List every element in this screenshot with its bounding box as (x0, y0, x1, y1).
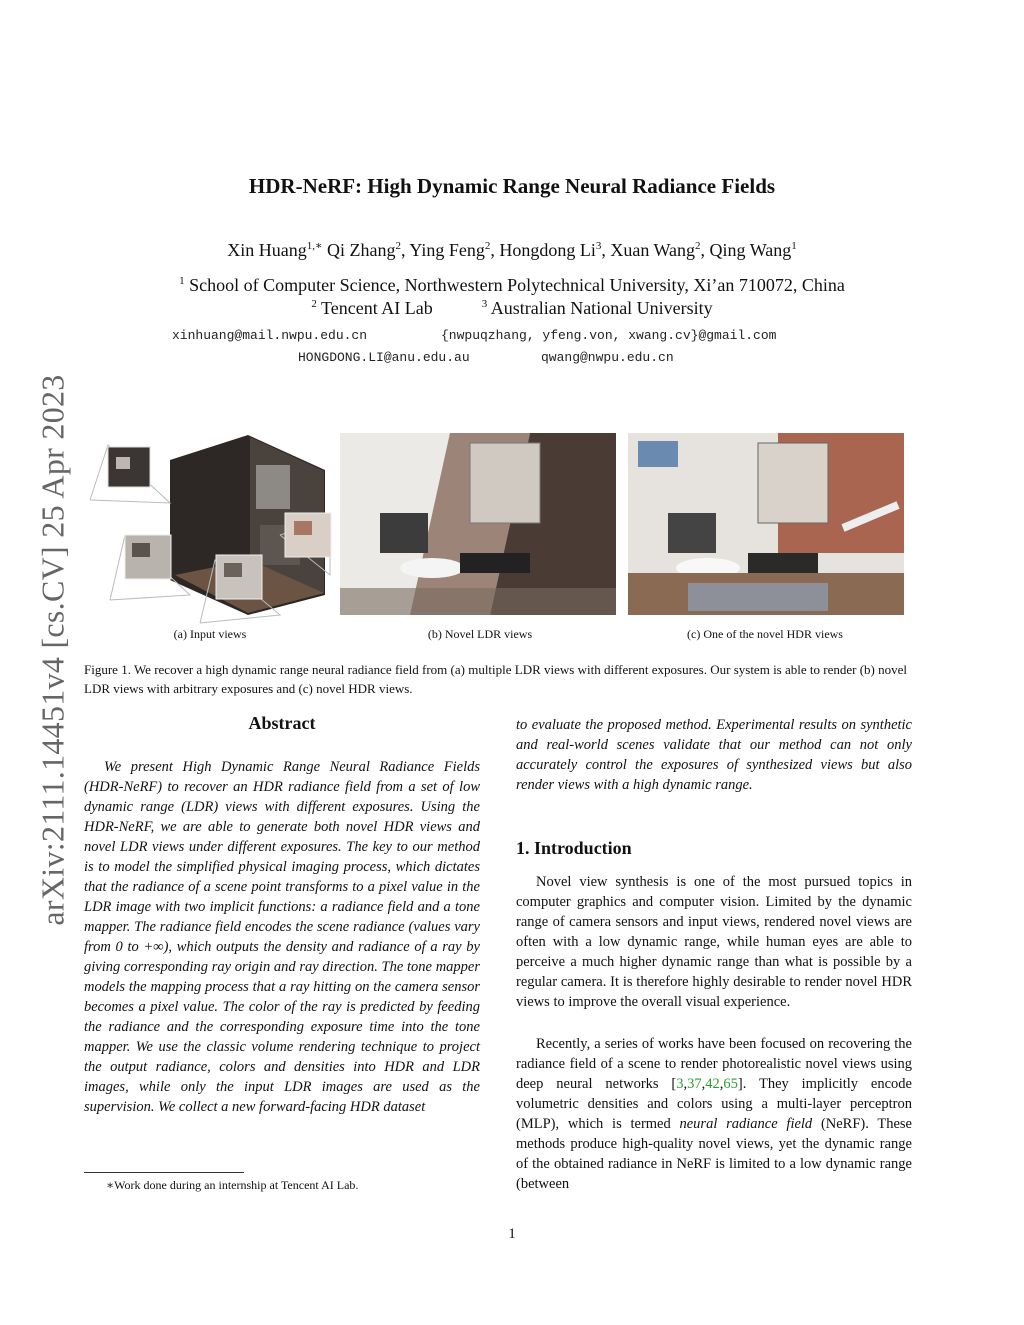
bench-shape (748, 553, 818, 573)
subfigure-caption-c: (c) One of the novel HDR views (687, 627, 843, 641)
author-affiliation-mark: 2 (695, 240, 701, 252)
affiliation-mark: 1 (179, 275, 185, 287)
affiliation-line-1 (0, 275, 1024, 296)
author-name: Xuan Wang (610, 240, 696, 260)
paragraph-text: Recently, a series of works have been focused on recovering the radiance field of a scene to render photorealistic novel views using deep neural networks [ (516, 1036, 912, 1092)
citation-link[interactable]: 42 (705, 1076, 720, 1092)
figure-caption: Figure 1. We recover a high dynamic range neural radiance field from (a) multiple LDR views with different exposures. Our system is able to render (b) novel LDR views with arbitrary exposures and (c) novel HDR views. (84, 662, 907, 696)
author-affiliation-mark: 3 (595, 240, 602, 252)
author-affiliation-mark: 1,∗ (306, 240, 323, 252)
author-affiliation-mark: 2 (484, 240, 491, 252)
chair-shape (668, 513, 716, 553)
author-name: Xin Huang (227, 240, 307, 260)
subfigure-caption-a: (a) Input views (173, 627, 247, 641)
room-window-shape (256, 465, 290, 509)
abstract-text: We present High Dynamic Range Neural Radiance Fields (HDR-NeRF) to recover an HDR radiance field from a set of low dynamic range (LDR) views with different exposures. Using the HDR-NeRF, we are able to generate both novel HDR views and novel LDR views under different exposures. The key to our method is to model the simplified physical imaging process, which dictates that the radiance of a scene point transforms to a pixel value in the LDR image with two implicit functions: a radiance field and a tone mapper. The radiance field encodes the scene radiance (values vary from 0 to +∞), which outputs the density and radiance of a ray by giving corresponding ray origin and ray direction. The tone mapper models the mapping process that a ray hitting on the camera sensor becomes a pixel value. The color of the ray is predicted by feeding the radiance and the corresponding exposure time into the tone mapper. We use the classic volume rendering technique to project the output radiance, colors and densities into HDR and LDR images, while only the input LDR images are used as the supervision. We collect a new forward-facing HDR dataset (84, 759, 480, 1115)
affiliation-text: School of Computer Science, Northwestern Polytechnical University, Xi’an 710072, China (189, 275, 845, 295)
paragraph-term: neural radiance field (679, 1116, 813, 1132)
chair-shape (380, 513, 428, 553)
rug-shape (688, 583, 828, 611)
paper-title: HDR-NeRF: High Dynamic Range Neural Radiance Fields (248, 174, 776, 198)
floor-rug-shape (340, 588, 616, 615)
wall-frame-shape (470, 443, 540, 523)
author-name: Ying Feng (409, 240, 485, 260)
arxiv-sidebar-stamp (30, 350, 76, 950)
paragraph-text: (NeRF). These methods produce high-quality novel views, yet the dynamic range of the obtained radiance in NeRF is limited to a low dynamic range (between (516, 1116, 912, 1192)
paragraph-text: ]. They implicitly encode volumetric densities and colors using a multi-layer perceptron (MLP), which is termed (516, 1076, 912, 1132)
intro-paragraph: Novel view synthesis is one of the most pursued topics in computer graphics and computer vision. Limited by the dynamic range of camera sensors and input views, rendered novel views are often with a low dynamic range, while human eyes are able to perceive a much higher dynamic range than what is possible by a regular camera. It is therefore highly desirable to render novel HDR views to improve the overall visual experience. (516, 874, 912, 1010)
input-view-thumbnail (90, 445, 170, 503)
affiliation-text: Australian National University (490, 298, 713, 318)
bench-shape (460, 553, 530, 573)
author-list: Xin Huang$^{1,∗}$ Qi Zhang$^2$, Ying Feng$^2$, Hongdong Li$^3$, Xuan Wang$^2$, Qing Wang$^1$ (227, 240, 797, 260)
citation-link[interactable]: 65 (723, 1076, 738, 1092)
email-address: HONGDONG.LI@anu.edu.au (298, 350, 470, 365)
footnote-rule (84, 1172, 244, 1173)
citation-link[interactable]: 3 (676, 1076, 684, 1092)
page-number: 1 (508, 1226, 516, 1242)
figure-input-views-image (80, 425, 336, 625)
affiliation-mark: 3 (481, 298, 488, 310)
arxiv-identifier: arXiv:2111.14451v4 [cs.CV] 25 Apr 2023 (34, 374, 71, 926)
author-affiliation-mark: 1 (791, 240, 797, 252)
intro-paragraph: Recently, a series of works have been focused on recovering the radiance field of a scene to render photorealistic novel views using deep neural networks [3,37,42,65]. They implicitly encode volumetric densities and colors using a multi-layer perceptron (MLP), which is termed neural radiance field (NeRF). These methods produce high-quality novel views, yet the dynamic range of the obtained radiance in NeRF is limited to a low dynamic range (between (516, 1036, 912, 1192)
wall-frame-shape (758, 443, 828, 523)
figure-novel-hdr-view-image (628, 433, 904, 615)
affiliation-line-2 (0, 298, 1024, 319)
author-affiliation-mark: 2 (395, 240, 401, 252)
shelf-books-shape (638, 441, 678, 467)
email-address: xinhuang@mail.nwpu.edu.cn (172, 328, 368, 343)
author-name: Qi Zhang (326, 240, 396, 260)
subfigure-caption-b: (b) Novel LDR views (427, 627, 533, 641)
author-name: Hongdong Li (499, 240, 596, 260)
abstract-heading: Abstract (248, 713, 316, 733)
section-heading-introduction: 1. Introduction (516, 838, 632, 858)
figure-novel-ldr-views-image (340, 433, 616, 615)
affiliation-text: Tencent AI Lab (321, 298, 433, 318)
table-shape (400, 558, 464, 578)
email-address: qwang@nwpu.edu.cn (541, 350, 674, 365)
citation-link[interactable]: 37 (687, 1076, 702, 1092)
abstract-text-continued: to evaluate the proposed method. Experimental results on synthetic and real-world scenes validate that our method can not only accurately control the exposures of synthesized views but also render views with a high dynamic range. (516, 717, 912, 793)
footnote: ∗Work done during an internship at Tencent AI Lab. (106, 1178, 359, 1192)
affiliation-mark: 2 (311, 298, 317, 310)
author-name: Qing Wang (709, 240, 792, 260)
email-address: {nwpuqzhang, yfeng.von, xwang.cv}@gmail.com (441, 328, 777, 343)
